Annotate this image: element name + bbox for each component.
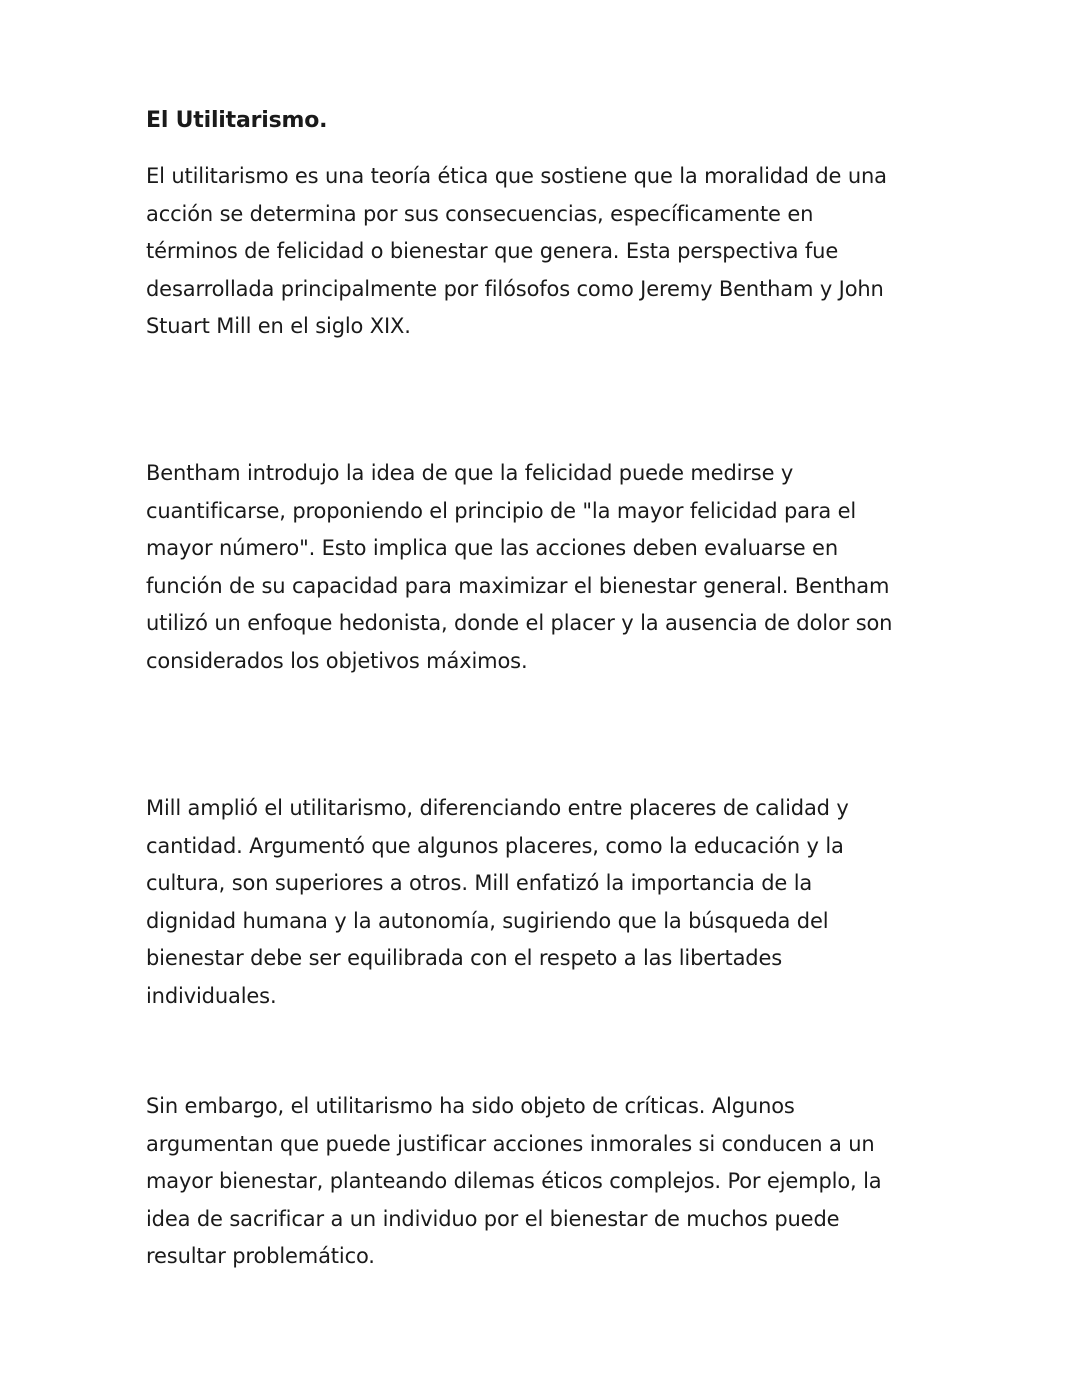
paragraph-bentham: Bentham introdujo la idea de que la felicidad puede medirse y cuantificarse, proponiendo el principio de "la mayor felicidad para el mayor número". Esto implica que las acciones deben evaluarse en función de su capacidad para maximizar el bienestar general. Bentham utilizó un enfoque hedonista, donde el placer y la ausencia de dolor son considerados los objetivos máximos. [146,461,893,673]
document-title: El Utilitarismo. [146,108,328,133]
paragraph-intro: El utilitarismo es una teoría ética que sostiene que la moralidad de una acción se determina por sus consecuencias, específicamente en términos de felicidad o bienestar que genera. Esta perspectiva fue desarrollada principalmente por filósofos como Jeremy Bentham y John Stuart Mill en el siglo XIX. [146,164,887,339]
paragraph-mill: Mill amplió el utilitarismo, diferenciando entre placeres de calidad y cantidad. Argumentó que algunos placeres, como la educación y la cultura, son superiores a otros. Mill enfatizó la importancia de la dignidad humana y la autonomía, sugiriendo que la búsqueda del bienestar debe ser equilibrada con el respeto a las libertades individuales. [146,796,849,1008]
paragraph-criticism: Sin embargo, el utilitarismo ha sido objeto de críticas. Algunos argumentan que puede justificar acciones inmorales si conducen a un mayor bienestar, planteando dilemas éticos complejos. Por ejemplo, la idea de sacrificar a un individuo por el bienestar de muchos puede resultar problemático. [146,1094,882,1269]
